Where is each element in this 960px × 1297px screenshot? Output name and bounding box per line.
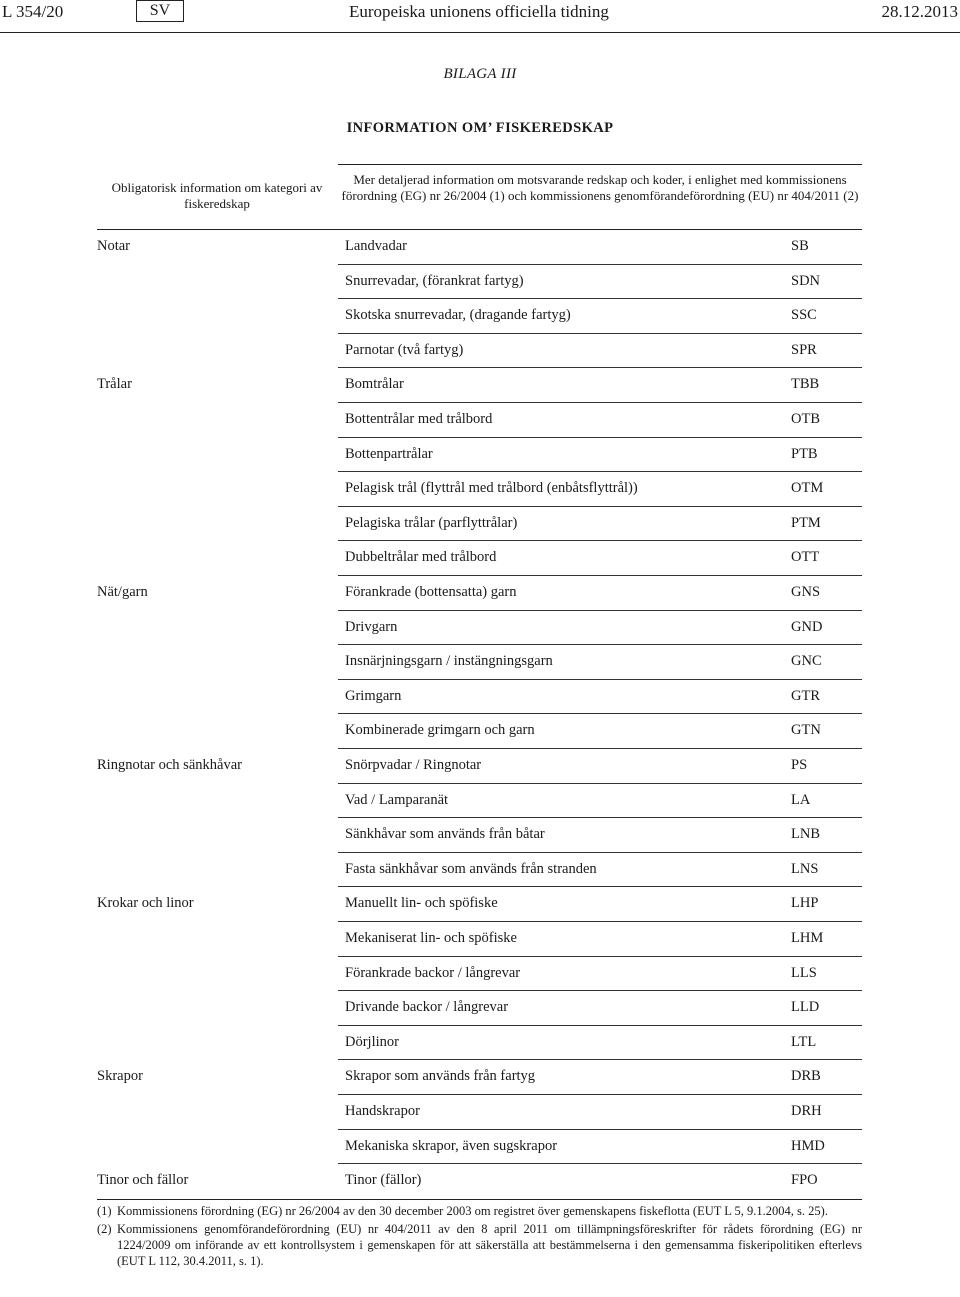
gear-description: Skotska snurrevadar, (dragande fartyg) xyxy=(345,307,571,324)
gear-code: FPO xyxy=(791,1172,818,1189)
gear-description: Förankrade (bottensatta) garn xyxy=(345,584,517,600)
footnote-text: Kommissionens förordning (EG) nr 26/2004 av den 30 december 2003 om registret över gemenskapens fiskeflotta (EUT L 5, 9.1.2004, s. 25). xyxy=(117,1204,828,1218)
column-header-detail: Mer detaljerad information om motsvarande redskap och koder, i enlighet med kommissionens förordning (EG) nr 26/2004 (1) och kommissionens genomförandeförordning (EU) nr 404/2011 (2) xyxy=(341,172,859,203)
document-title: INFORMATION OM’ FISKEREDSKAP xyxy=(346,120,614,136)
gear-code: PTM xyxy=(791,514,821,531)
table-row xyxy=(0,611,960,646)
gear-code: LNS xyxy=(791,860,819,877)
annex-label: BILAGA III xyxy=(443,66,517,82)
table-bottom-rule xyxy=(97,1199,862,1200)
table-row xyxy=(0,680,960,715)
table-row xyxy=(0,749,960,784)
gear-code: PTB xyxy=(791,445,818,462)
table-row xyxy=(0,714,960,749)
gear-code: LA xyxy=(791,791,811,808)
gear-description: Skrapor som används från fartyg xyxy=(345,1068,536,1085)
gear-code: LTL xyxy=(791,1033,817,1050)
gear-category: Notar xyxy=(97,238,131,254)
table-row xyxy=(0,957,960,992)
table-row xyxy=(0,368,960,403)
gear-code: DRH xyxy=(791,1103,822,1119)
gear-category: Trålar xyxy=(97,376,132,393)
table-row xyxy=(0,1130,960,1165)
table-row xyxy=(0,507,960,542)
gear-code: TBB xyxy=(791,376,820,393)
table-row xyxy=(0,922,960,957)
gear-description: Mekaniska skrapor, även sugskrapor xyxy=(345,1137,558,1154)
gear-description: Landvadar xyxy=(345,238,407,254)
table-row xyxy=(0,1095,960,1130)
gear-description: Dörjlinor xyxy=(345,1033,399,1050)
gear-description: Parnotar (två fartyg) xyxy=(345,341,464,358)
table-row xyxy=(0,541,960,576)
table-top-rule xyxy=(338,164,862,165)
table-row xyxy=(0,230,960,265)
table-row xyxy=(0,784,960,819)
gear-code: LNB xyxy=(791,826,820,843)
table-row xyxy=(0,1026,960,1061)
gear-code: LHM xyxy=(791,930,824,946)
table-row xyxy=(0,991,960,1026)
footnote-1 xyxy=(97,1203,862,1219)
gear-code: LLS xyxy=(791,964,817,981)
gear-code: OTB xyxy=(791,411,820,427)
gear-category: Krokar och linor xyxy=(97,895,194,912)
gear-description: Manuellt lin- och spöfiske xyxy=(345,895,498,912)
gear-code: DRB xyxy=(791,1068,821,1085)
gear-code: SPR xyxy=(791,341,817,358)
table-row xyxy=(0,438,960,473)
gear-category: Skrapor xyxy=(97,1068,143,1085)
gear-description: Sänkhåvar som används från båtar xyxy=(345,826,545,843)
gear-code: GTR xyxy=(791,687,820,704)
gear-description: Insnärjningsgarn / instängningsgarn xyxy=(345,653,553,670)
header-divider xyxy=(0,32,960,33)
table-row xyxy=(0,472,960,507)
gear-description: Tinor (fällor) xyxy=(345,1172,422,1189)
journal-title: Europeiska unionens officiella tidning xyxy=(349,2,609,21)
footnotes xyxy=(97,1203,862,1271)
gear-description: Grimgarn xyxy=(345,687,402,704)
gear-description: Förankrade backor / långrevar xyxy=(345,964,521,981)
gear-category: Ringnotar och sänkhåvar xyxy=(97,757,242,773)
gear-code: SSC xyxy=(791,307,817,324)
gear-description: Drivande backor / långrevar xyxy=(345,999,509,1016)
footnote-text: Kommissionens genomförandeförordning (EU) nr 404/2011 av den 8 april 2011 om tillämpningsföreskrifter för rådets förordning (EG) nr 1224/2009 om införande av ett kontrollsystem i gemenskapen för att säkerställa att bestämmelserna i den gemensamma fiskeripolitiken efterlevs (EUT L 112, 30.4.2011, s. 1). xyxy=(117,1222,862,1268)
table-row xyxy=(0,334,960,369)
gear-code: LLD xyxy=(791,999,820,1016)
table-row xyxy=(0,818,960,853)
gear-code: GNS xyxy=(791,584,821,600)
gear-code: GNC xyxy=(791,653,822,670)
table-row xyxy=(0,403,960,438)
footnote-2 xyxy=(97,1221,862,1269)
table-row xyxy=(0,299,960,334)
gear-description: Drivgarn xyxy=(345,618,398,635)
gear-code: GND xyxy=(791,618,823,635)
journal-reference: L 354/20 xyxy=(2,2,64,21)
footnote-mark: (2) xyxy=(97,1222,112,1236)
gear-description: Kombinerade grimgarn och garn xyxy=(345,722,535,739)
gear-description: Vad / Lamparanät xyxy=(345,791,449,808)
footnote-mark: (1) xyxy=(97,1204,112,1218)
gear-description: Bottenpartrålar xyxy=(345,445,433,462)
gear-description: Snörpvadar / Ringnotar xyxy=(345,757,482,773)
gear-code: SB xyxy=(791,238,809,254)
table-row xyxy=(0,887,960,922)
gear-code: SDN xyxy=(791,272,821,289)
gear-category: Nät/garn xyxy=(97,584,148,600)
table-row xyxy=(0,645,960,680)
gear-description: Fasta sänkhåvar som används från stranden xyxy=(345,860,597,877)
table-row xyxy=(0,576,960,611)
column-header-category: Obligatorisk information om kategori av fiskeredskap xyxy=(111,180,323,211)
gear-description: Dubbeltrålar med trålbord xyxy=(345,549,497,566)
gear-description: Snurrevadar, (förankrat fartyg) xyxy=(345,272,524,289)
gear-code: HMD xyxy=(791,1137,825,1154)
page-header xyxy=(0,0,960,32)
table-row xyxy=(0,1060,960,1095)
gear-code: OTM xyxy=(791,480,824,497)
gear-code: GTN xyxy=(791,722,821,739)
gear-description: Pelagiska trålar (parflyttrålar) xyxy=(345,514,518,531)
table-row xyxy=(0,1164,960,1199)
gear-category: Tinor och fällor xyxy=(97,1172,189,1189)
table-row xyxy=(0,853,960,888)
language-badge: SV xyxy=(136,0,184,22)
gear-description: Bomtrålar xyxy=(345,376,404,393)
gear-description: Pelagisk trål (flyttrål med trålbord (enbåtsflyttrål)) xyxy=(345,480,638,497)
gear-description: Bottentrålar med trålbord xyxy=(345,411,493,427)
table-row xyxy=(0,265,960,300)
publication-date: 28.12.2013 xyxy=(881,2,958,21)
gear-description: Handskrapor xyxy=(345,1103,420,1119)
gear-code: OTT xyxy=(791,549,820,566)
gear-code: PS xyxy=(791,757,808,773)
gear-description: Mekaniserat lin- och spöfiske xyxy=(345,930,517,946)
gear-code: LHP xyxy=(791,895,819,912)
